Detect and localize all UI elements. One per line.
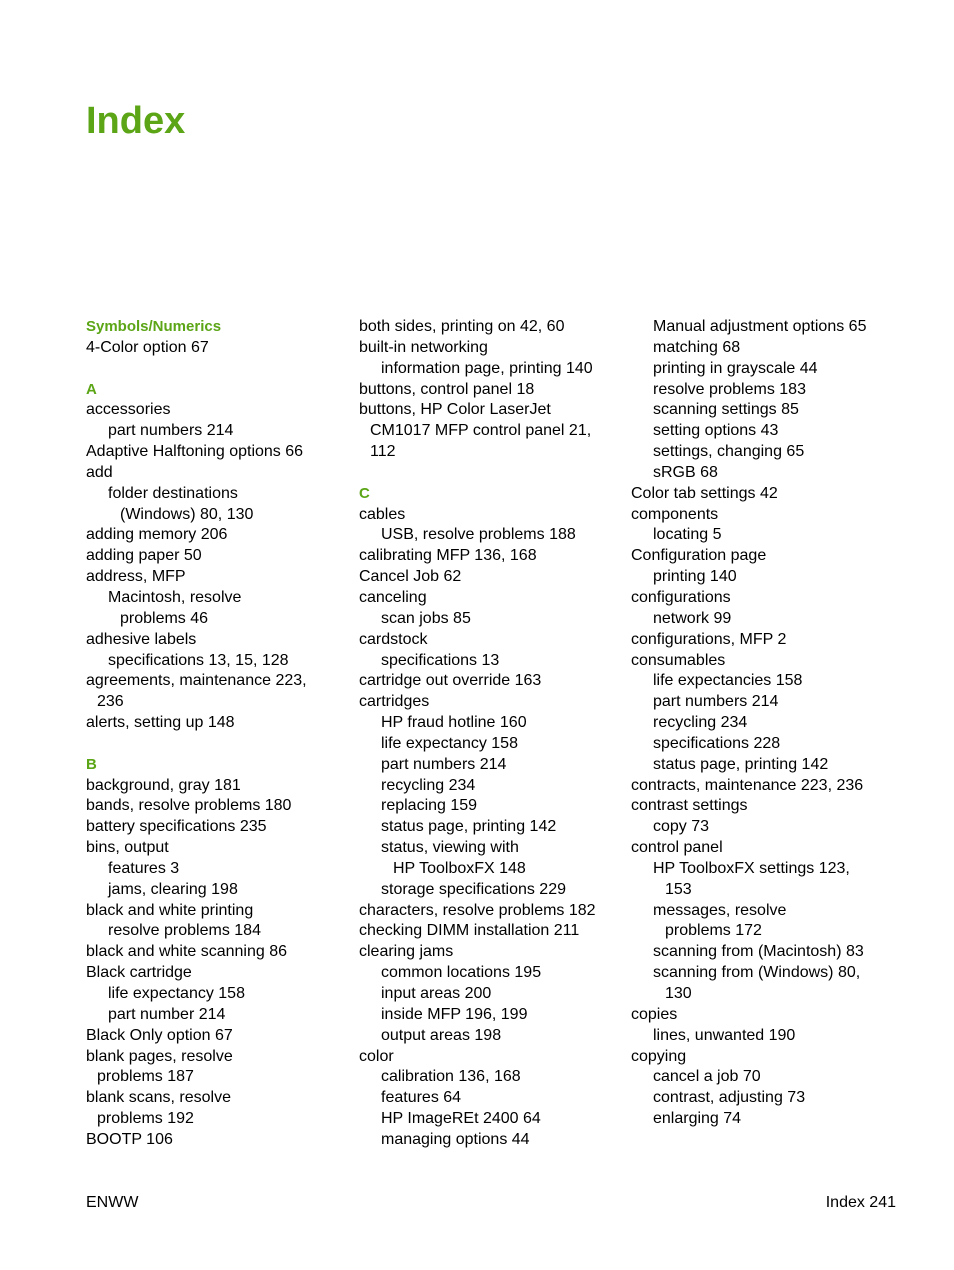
index-entry: BOOTP 106 xyxy=(86,1130,173,1148)
index-subentry: lines, unwanted 190 xyxy=(653,1026,796,1044)
index-subentry: inside MFP 196, 199 xyxy=(381,1005,528,1023)
index-entry: accessories xyxy=(86,401,171,419)
index-subentry: scanning from (Windows) 80, xyxy=(653,964,861,982)
section-heading: C xyxy=(359,484,370,502)
index-subentry: HP ToolboxFX 148 xyxy=(393,859,526,877)
index-entry: configurations xyxy=(631,588,731,606)
index-subentry: specifications 13 xyxy=(381,651,500,669)
index-subentry: HP ToolboxFX settings 123, xyxy=(653,859,850,877)
index-subentry: features 64 xyxy=(381,1089,462,1107)
index-subentry: information page, printing 140 xyxy=(381,359,593,377)
index-entry: bins, output xyxy=(86,839,169,857)
index-subentry: common locations 195 xyxy=(381,964,542,982)
index-entry: bands, resolve problems 180 xyxy=(86,797,292,815)
section-heading: B xyxy=(86,755,97,773)
index-entry: black and white printing xyxy=(86,901,254,919)
index-subentry: scan jobs 85 xyxy=(381,609,471,627)
index-subentry: part numbers 214 xyxy=(381,755,507,773)
index-entry: adding memory 206 xyxy=(86,526,228,544)
section-spacer xyxy=(86,359,336,380)
index-subentry: folder destinations xyxy=(108,484,238,502)
index-entry: characters, resolve problems 182 xyxy=(359,901,596,919)
index-subentry: CM1017 MFP control panel 21, xyxy=(370,422,592,440)
index-subentry: USB, resolve problems 188 xyxy=(381,526,576,544)
index-subentry: printing 140 xyxy=(653,568,737,586)
footer-left: ENWW xyxy=(86,1194,139,1211)
index-entry: configurations, MFP 2 xyxy=(631,630,787,648)
index-entry: adhesive labels xyxy=(86,630,197,648)
index-subentry: problems 187 xyxy=(97,1068,194,1086)
index-entry: Configuration page xyxy=(631,547,767,565)
index-subentry: status page, printing 142 xyxy=(653,755,829,773)
index-subentry: part numbers 214 xyxy=(653,693,779,711)
index-subentry: output areas 198 xyxy=(381,1026,502,1044)
index-subentry: (Windows) 80, 130 xyxy=(120,505,254,523)
index-subentry: HP fraud hotline 160 xyxy=(381,714,527,732)
index-entry: both sides, printing on 42, 60 xyxy=(359,318,565,335)
index-entry: contracts, maintenance 223, 236 xyxy=(631,776,864,794)
index-entry: cables xyxy=(359,505,406,523)
section-heading: Symbols/Numerics xyxy=(86,318,222,335)
index-subentry: HP ImageREt 2400 64 xyxy=(381,1110,541,1128)
index-subentry: specifications 13, 15, 128 xyxy=(108,651,289,669)
index-entry: Adaptive Halftoning options 66 xyxy=(86,443,304,461)
index-entry: agreements, maintenance 223, xyxy=(86,672,307,690)
index-subentry: resolve problems 183 xyxy=(653,380,806,398)
index-subentry: calibration 136, 168 xyxy=(381,1068,521,1086)
index-entry: background, gray 181 xyxy=(86,776,241,794)
index-subentry: problems 46 xyxy=(120,609,209,627)
index-subentry: setting options 43 xyxy=(653,422,779,440)
footer-page-number: Index 241 xyxy=(825,1194,896,1211)
index-subentry: features 3 xyxy=(108,859,180,877)
index-column-1 xyxy=(86,317,336,1151)
index-entry: clearing jams xyxy=(359,943,454,961)
index-subentry: status page, printing 142 xyxy=(381,818,557,836)
index-subentry: network 99 xyxy=(653,609,732,627)
index-subentry: input areas 200 xyxy=(381,985,492,1002)
index-subentry: printing in grayscale 44 xyxy=(653,359,818,377)
index-entry: blank pages, resolve xyxy=(86,1047,233,1065)
index-subentry: replacing 159 xyxy=(381,797,478,815)
index-entry: color xyxy=(359,1047,394,1065)
index-subentry: Macintosh, resolve xyxy=(108,588,242,606)
index-entry: cartridge out override 163 xyxy=(359,672,542,690)
index-entry: cartridges xyxy=(359,693,430,711)
index-entry: Color tab settings 42 xyxy=(631,484,778,502)
index-entry: blank scans, resolve xyxy=(86,1089,231,1107)
index-subentry: status, viewing with xyxy=(381,839,519,857)
index-subentry: locating 5 xyxy=(653,526,722,544)
index-subentry: messages, resolve xyxy=(653,901,787,919)
index-subentry: Manual adjustment options 65 xyxy=(653,318,867,335)
section-spacer xyxy=(359,463,621,484)
index-subentry: resolve problems 184 xyxy=(108,922,261,940)
index-subentry: managing options 44 xyxy=(381,1130,530,1148)
index-subentry: life expectancy 158 xyxy=(381,734,518,752)
index-entry: copies xyxy=(631,1005,678,1023)
index-entry: adding paper 50 xyxy=(86,547,202,565)
index-entry: calibrating MFP 136, 168 xyxy=(359,547,537,565)
index-entry: address, MFP xyxy=(86,568,186,586)
index-entry: checking DIMM installation 211 xyxy=(359,922,580,940)
index-entry: contrast settings xyxy=(631,797,748,815)
index-entry: battery specifications 235 xyxy=(86,818,267,836)
index-entry: Cancel Job 62 xyxy=(359,568,462,586)
index-subentry: 153 xyxy=(665,880,692,898)
index-subentry: matching 68 xyxy=(653,338,741,356)
index-entry: consumables xyxy=(631,651,726,669)
index-entry: built-in networking xyxy=(359,338,488,356)
index-subentry: settings, changing 65 xyxy=(653,443,805,461)
index-entry: add xyxy=(86,463,113,481)
index-entry: cardstock xyxy=(359,630,428,648)
index-subentry: part number 214 xyxy=(108,1005,226,1023)
index-subentry: storage specifications 229 xyxy=(381,880,566,898)
index-subentry: contrast, adjusting 73 xyxy=(653,1089,806,1107)
index-entry: buttons, HP Color LaserJet xyxy=(359,401,551,419)
index-column-3 xyxy=(631,317,901,1130)
index-subentry: problems 172 xyxy=(665,922,762,940)
index-subentry: recycling 234 xyxy=(653,714,748,732)
index-subentry: 236 xyxy=(97,693,124,711)
section-heading: A xyxy=(86,380,97,398)
index-subentry: problems 192 xyxy=(97,1110,194,1128)
section-spacer xyxy=(86,734,336,755)
index-entry: Black Only option 67 xyxy=(86,1026,233,1044)
index-entry: alerts, setting up 148 xyxy=(86,714,235,732)
index-subentry: copy 73 xyxy=(653,818,710,836)
index-subentry: life expectancies 158 xyxy=(653,672,803,690)
index-subentry: 130 xyxy=(665,985,692,1002)
index-subentry: jams, clearing 198 xyxy=(108,880,238,898)
index-subentry: part numbers 214 xyxy=(108,422,234,440)
index-subentry: scanning settings 85 xyxy=(653,401,799,419)
index-entry: control panel xyxy=(631,839,723,857)
index-subentry: cancel a job 70 xyxy=(653,1068,761,1086)
index-entry: components xyxy=(631,505,719,523)
index-entry: 4-Color option 67 xyxy=(86,338,209,356)
index-column-2 xyxy=(359,317,621,1151)
index-subentry: enlarging 74 xyxy=(653,1110,742,1128)
index-entry: buttons, control panel 18 xyxy=(359,380,535,398)
index-subentry: scanning from (Macintosh) 83 xyxy=(653,943,864,961)
index-entry: Black cartridge xyxy=(86,964,192,982)
index-subentry: 112 xyxy=(370,443,396,461)
index-subentry: recycling 234 xyxy=(381,776,476,794)
page-title: Index xyxy=(86,100,186,142)
index-subentry: sRGB 68 xyxy=(653,463,718,481)
index-subentry: life expectancy 158 xyxy=(108,985,245,1002)
index-subentry: specifications 228 xyxy=(653,734,781,752)
index-entry: canceling xyxy=(359,588,427,606)
index-entry: copying xyxy=(631,1047,687,1065)
index-entry: black and white scanning 86 xyxy=(86,943,288,961)
